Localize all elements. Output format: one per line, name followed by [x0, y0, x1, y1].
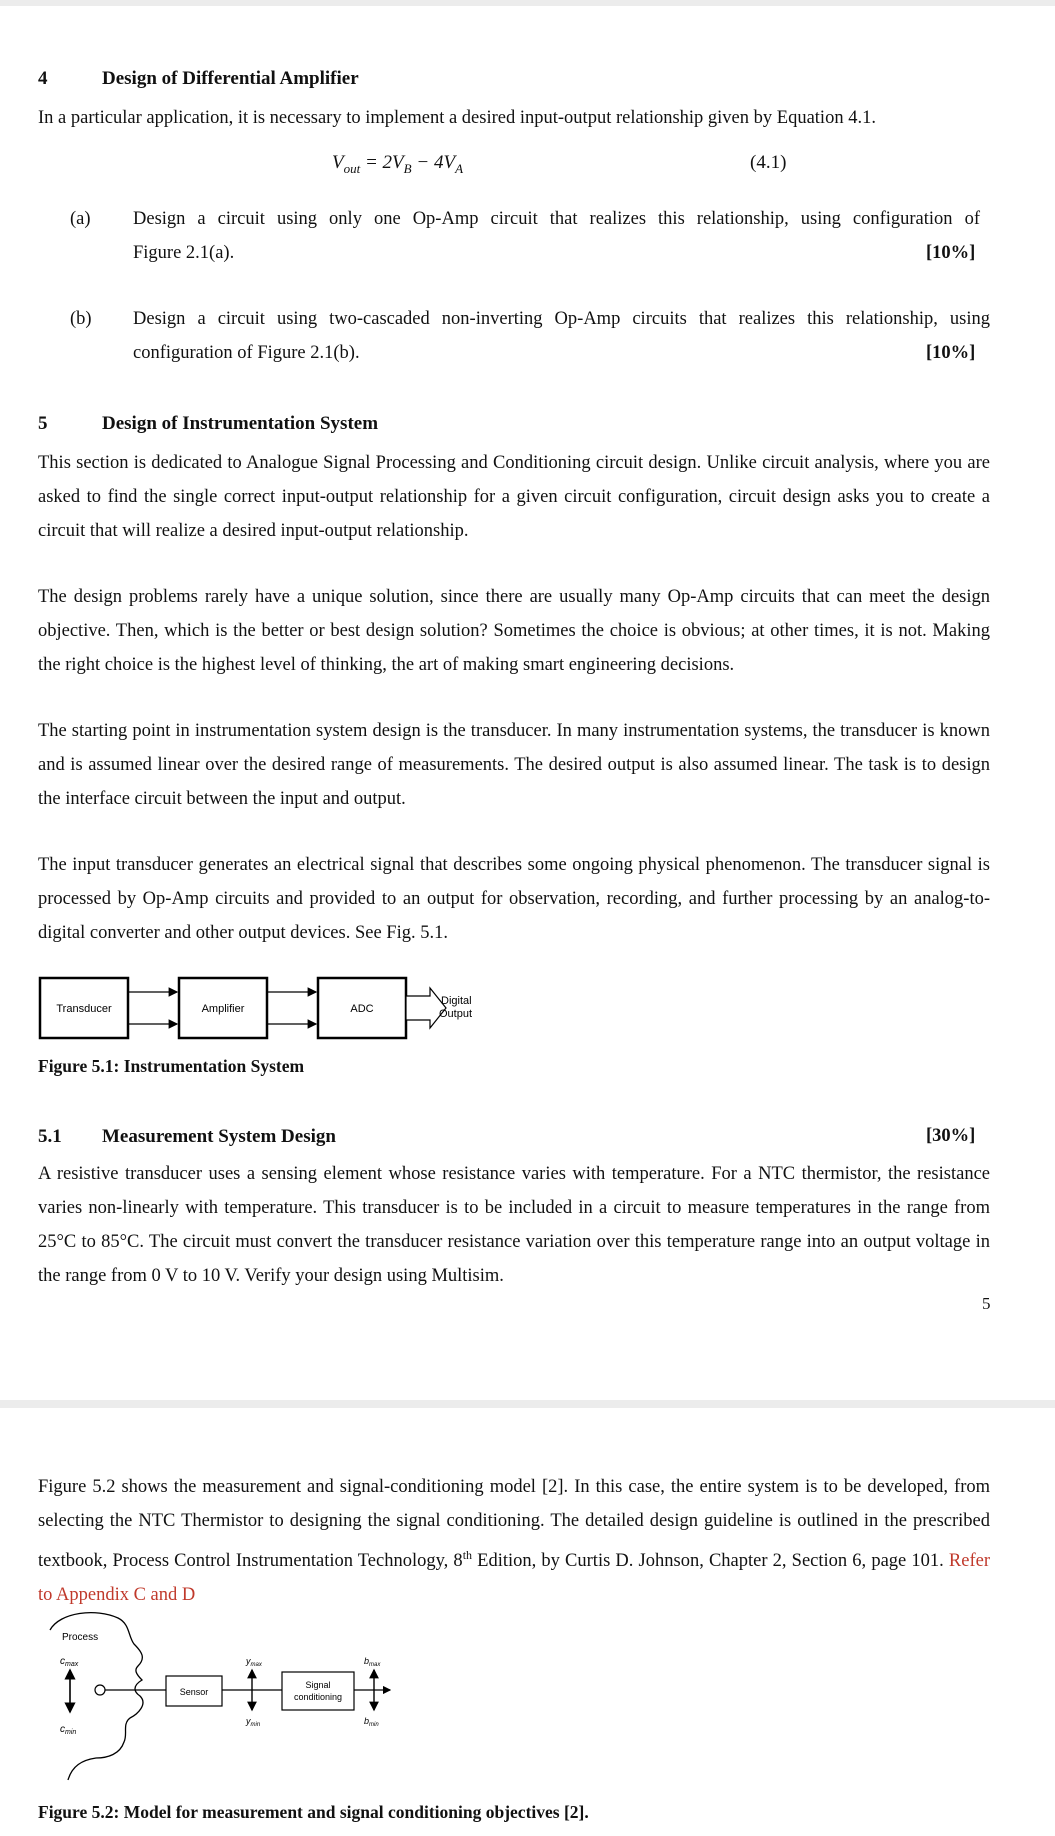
section-5-1-number: 5.1 — [38, 1126, 62, 1147]
section-4-number: 4 — [38, 68, 48, 89]
b-max-label: $b_{max}$ — [364, 1656, 381, 1668]
page-number: 5 — [982, 1294, 991, 1313]
section-4-title: Design of Differential Amplifier — [102, 68, 359, 89]
top-border — [0, 0, 1055, 6]
transducer-label: Transducer — [56, 1003, 112, 1015]
digital-output-label-2: Output — [439, 1008, 473, 1020]
section-5-1-paragraph: A resistive transducer uses a sensing element whose resistance varies with temperature. For a NTC thermistor, the resistance varies non-linearly with temperature. This transducer is to be included in a circuit to measure temperatures in the range from 25°C to 85°C. The circuit must convert the transducer resistance variation over this temperature range into an output voltage in the range from 0 V to 10 V. Verify your design using Multisim. — [38, 1164, 990, 1286]
sensor-label: Sensor — [179, 1687, 209, 1697]
signal-label-2: conditioning — [293, 1692, 343, 1702]
item-b-mark: [10%] — [926, 343, 976, 363]
section-5-title: Design of Instrumentation System — [102, 413, 379, 434]
item-b-line1: Design a circuit using two-cascaded non-inverting Op-Amp circuits that realizes this relationship, using — [133, 309, 990, 329]
signal-conditioning-block — [282, 1672, 354, 1710]
page-2-paragraph: Figure 5.2 shows the measurement and signal-conditioning model [2]. In this case, the entire system is to be developed, from selecting the NTC Thermistor to designing the signal conditioning. The detailed design guideline is outlined in the prescribed textbook, Process Control Instrumentation Technology, 8th Edition, by Curtis D. Johnson, Chapter 2, Section 6, page 101. Refer to Appendix C and D — [38, 1477, 990, 1606]
c-min-label: $c_{min}$ — [60, 1724, 77, 1736]
item-a-line1: Design a circuit using only one Op-Amp circuit that realizes this relationship, using configuration of — [133, 209, 980, 229]
amplifier-label: Amplifier — [201, 1003, 245, 1015]
c-max-label: $c_{max}$ — [60, 1656, 79, 1668]
b-min-label: $b_{min}$ — [364, 1716, 379, 1728]
item-a-mark: [10%] — [926, 243, 976, 263]
digital-output-label-1: Digital — [441, 995, 472, 1007]
item-a-label: (a) — [70, 209, 91, 229]
signal-label-1: Signal — [305, 1680, 331, 1690]
figure-5-2-caption: Figure 5.2: Model for measurement and signal conditioning objectives [2]. — [38, 1802, 589, 1822]
measurand-node — [95, 1685, 105, 1695]
section-5-paragraph-3: The starting point in instrumentation system design is the transducer. In many instrumentation systems, the transducer is known and is assumed linear over the desired range of measurements. The desired output is also assumed linear. The task is to design the interface circuit between the input and output. — [38, 721, 990, 809]
equation-4-1: $V_{out} = 2V_B - 4V_A$ — [332, 152, 464, 176]
page-separator — [0, 1400, 1055, 1408]
section-5-1-mark: [30%] — [926, 1126, 976, 1146]
section-5-paragraph-4: The input transducer generates an electrical signal that describes some ongoing physical phenomenon. The transducer signal is processed by Op-Amp circuits and provided to an output for observation, recording, and further processing by an analog-to-digital converter and other output devices. See Fig. 5.1. — [38, 855, 990, 943]
page-2 — [0, 1408, 1055, 1836]
section-4-intro: In a particular application, it is necessary to implement a desired input-output relationship given by Equation 4.1. — [38, 108, 876, 128]
process-label: Process — [62, 1632, 99, 1643]
item-b-line2: configuration of Figure 2.1(b). — [133, 343, 360, 363]
appendix-link: Refer to Appendix C and D — [38, 1551, 990, 1606]
section-5-paragraph-1: This section is dedicated to Analogue Signal Processing and Conditioning circuit design. Unlike circuit analysis, where you are asked to find the single correct input-output relationship for a given circuit configuration, circuit design asks you to create a circuit that will realize a desired input-output relationship. — [38, 453, 990, 541]
section-5-1-title: Measurement System Design — [102, 1126, 336, 1147]
section-5-number: 5 — [38, 413, 48, 434]
item-a-line2: Figure 2.1(a). — [133, 243, 235, 263]
figure-5-1-caption: Figure 5.1: Instrumentation System — [38, 1056, 305, 1076]
equation-label: (4.1) — [750, 152, 787, 173]
figure-5-1-diagram — [38, 972, 508, 1062]
y-max-label: $y_{max}$ — [246, 1656, 262, 1668]
figure-5-2-diagram — [38, 1608, 398, 1783]
y-min-label: $y_{min}$ — [246, 1716, 261, 1728]
adc-label: ADC — [350, 1003, 374, 1015]
section-5-paragraph-2: The design problems rarely have a unique solution, since there are usually many Op-Amp circuits that can meet the design objective. Then, which is the better or best design solution? Sometimes the choice is obvious; at other times, it is not. Making the right choice is the highest level of thinking, the art of making smart engineering decisions. — [38, 587, 990, 675]
item-b-label: (b) — [70, 309, 92, 329]
